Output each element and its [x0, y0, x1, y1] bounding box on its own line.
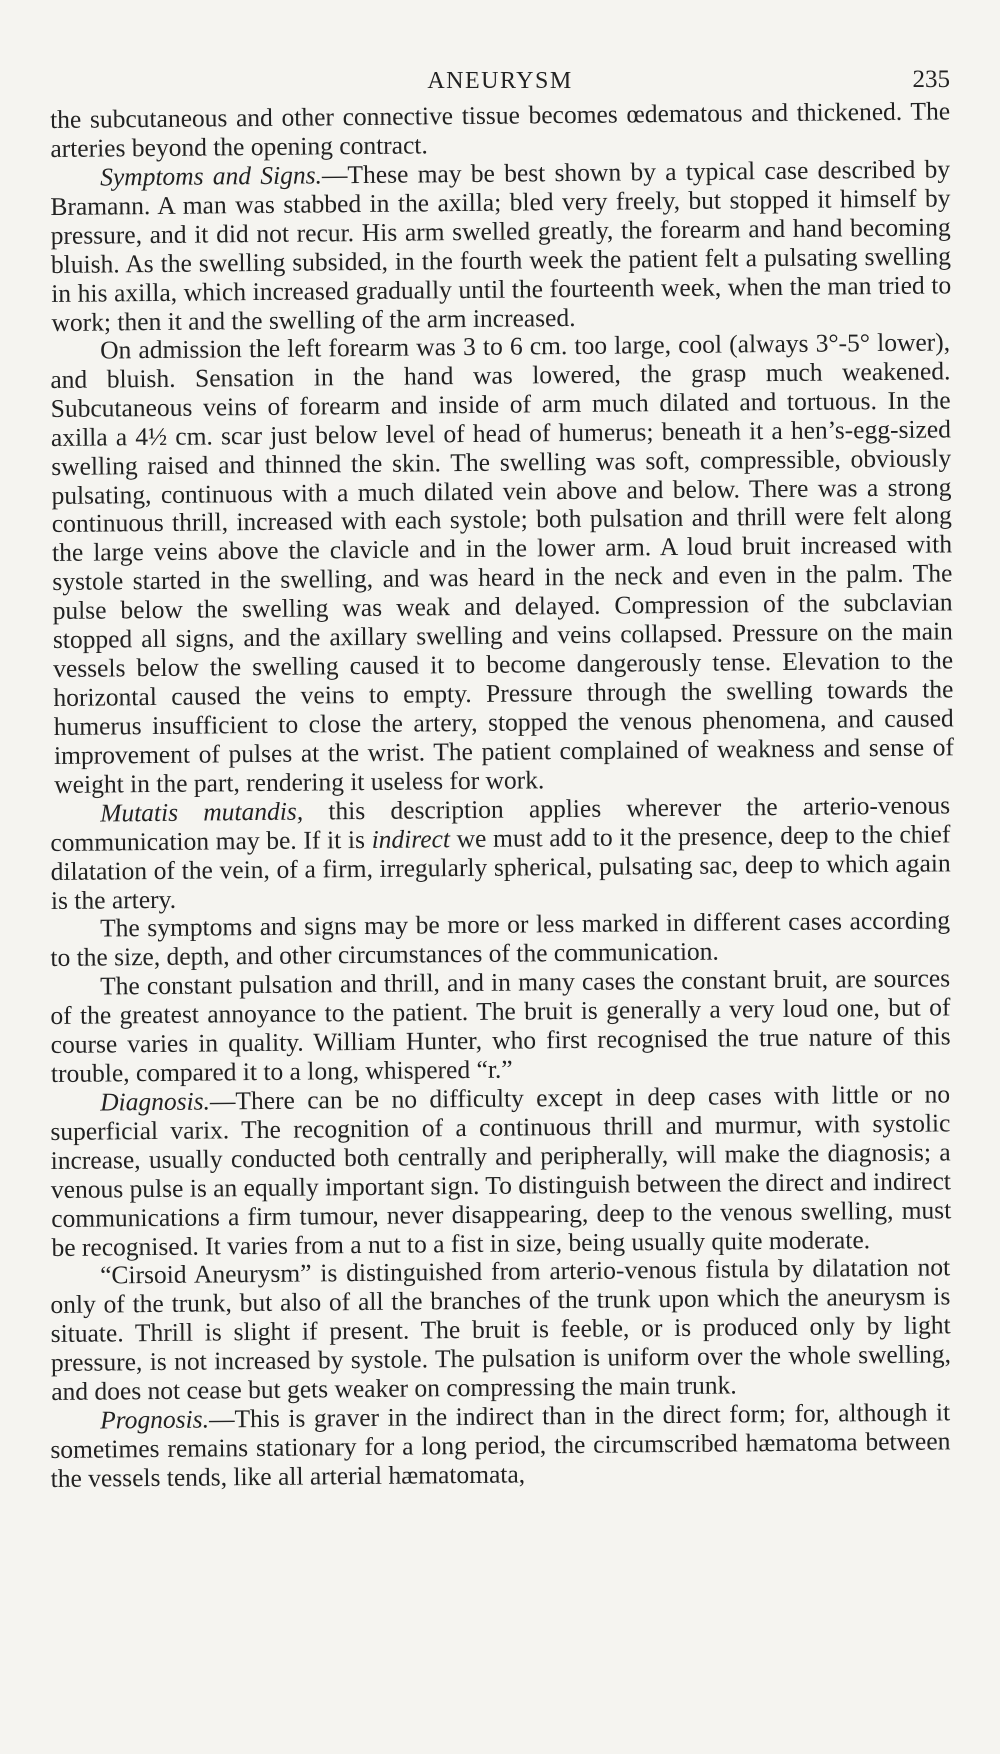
paragraph — [50, 329, 954, 800]
paragraph-text: The constant pulsation and thrill, and in many cases the constant bruit, are sources of the greatest annoyance to the patient. The bruit is generally a very loud one, but of course varies in quality. William Hunter, who first recognised the true nature of this trouble, compared it to a long, whispered “r.” — [50, 963, 951, 1088]
paragraph-text: —These may be best shown by a typical case described by Bramann. A man was stabbed in the axilla; bled very freely, but stopped it himself by pressure, and it did not recur. His arm swelled greatly, the forearm and hand becoming bluish. As the swelling subsided, in the fourth week the patient felt a pulsating swelling in his axilla, which increased gradually until the fourteenth week, when the man tried to work; then it and the swelling of the arm increased. — [50, 154, 952, 337]
paragraph — [50, 965, 951, 1089]
paragraph — [50, 155, 952, 337]
paragraph-text: “Cirsoid Aneurysm” is distinguished from arterio-venous fistula by dilatation not only of the trunk, but also of all the branches of the trunk upon which the aneurysm is situate. Thrill is slight if present. The bruit is feeble, or is produced only by light pressure, is not increased by systole. The pulsation is uniform over the whole swelling, and does not cease but gets weaker on compressing the main trunk. — [50, 1252, 952, 1406]
paragraph-text: —This is graver in the indirect than in the direct form; for, although it sometimes remains stationary for a long period, the circumscribed hæmatoma between the vessels tends, like all arterial hæmatomata, — [50, 1397, 951, 1493]
paragraph — [50, 1254, 951, 1407]
paragraph-text: this description applies wherever the arterio-venous communication may be. If it is — [50, 790, 951, 857]
book-page — [49, 62, 955, 1494]
page-body — [49, 96, 955, 1494]
paragraph-text: we must add to it the presence, deep to the chief dilatation of the vein, of a firm, irregularly spherical, pulsating sac, deep to which again is the artery. — [50, 819, 951, 915]
section-heading: Prognosis. — [99, 1404, 210, 1435]
paragraph — [50, 97, 951, 163]
section-heading: Diagnosis. — [99, 1086, 211, 1117]
paragraph-text: the subcutaneous and other connective tissue becomes œdematous and thickened. The arteries beyond the opening contract. — [49, 96, 951, 163]
section-heading: Symptoms and Signs. — [99, 160, 323, 192]
italic-phrase: Mutatis mutandis, — [99, 796, 304, 828]
running-title: ANEURYSM — [427, 68, 573, 94]
page-number: 235 — [912, 66, 950, 93]
paragraph — [50, 1398, 951, 1493]
paragraph-text: On admission the left forearm was 3 to 6 cm. too large, cool (always 3°-5° lower), and bluish. Sensation in the hand was lowered, the grasp much weakened. Subcutaneous veins of forearm and inside of arm much dilated and tortuous. In the axilla a 4½ cm. scar just below level of head of humerus; beneath it a hen’s-egg-sized swelling raised and thinned the skin. The swelling was soft, compressible, obviously pulsating, continuous with a much dilated vein above and below. There was a strong continuous thrill, increased with each systole; both pulsation and thrill were felt along the large veins above the clavicle and in the lower arm. A loud bruit increased with systole started in the swelling, and was heard in the neck and even in the palm. The pulse below the swelling was weak and delayed. Compression of the subclavian stopped all signs, and the axillary swelling and veins collapsed. Pressure on the main vessels below the swelling caused it to become dangerously tense. Elevation to the horizontal caused the veins to empty. Pressure through the swelling towards the humerus insufficient to close the artery, stopped the venous phenomena, and caused improvement of pulses at the wrist. The patient complained of weakness and sense of weight in the part, rendering it useless for work. — [50, 327, 955, 799]
italic-word: indirect — [371, 823, 451, 854]
paragraph-text: —There can be no difficulty except in deep cases with little or no superficial varix. The recognition of a continuous thrill and murmur, with systolic increase, usually conducted both centrally and peripherally, will make the diagnosis; a venous pulse is an equally important sign. To distinguish between the direct and indirect communications a firm tumour, never disappearing, deep to the venous swelling, must be recognised. It varies from a nut to a fist in size, being usually quite moderate. — [50, 1079, 952, 1262]
paragraph-text: The symptoms and signs may be more or less marked in different cases according to the size, depth, and other circumstances of the communication. — [50, 905, 951, 973]
paragraph — [50, 907, 951, 973]
paragraph — [50, 1080, 952, 1262]
paragraph — [50, 791, 951, 915]
